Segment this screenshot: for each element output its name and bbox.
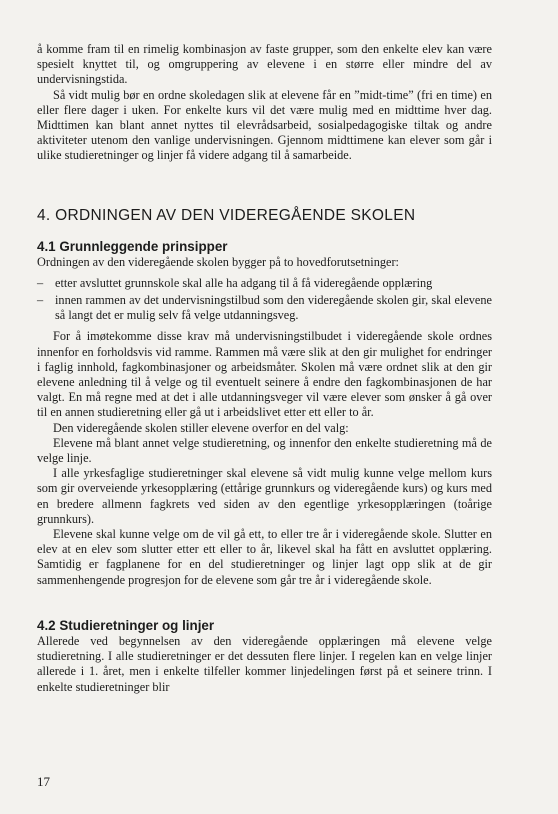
section-4-1-paragraph-4: I alle yrkesfaglige studieretninger skal elevene så vidt mulig kunne velge mellom kurs som gir overveiende yrkesopplæring (ettårige grunnkurs og videregående kurs) og kurs med en bredere allmenn fagkrets ved siden av den egentlige yrkesopplæringen (toårige grunnkurs). [37, 466, 492, 526]
list-item: – etter avsluttet grunnskole skal alle ha adgang til å få videregående opplæring [37, 276, 492, 291]
intro-paragraph-2: Så vidt mulig bør en ordne skoledagen slik at elevene får en ”midt-time” (fri en time) en eller flere dager i uken. For enkelte kurs vil det være mulig med en midttime hver dag. Midttimen kan blant annet nyttes til elevrådsarbeid, sosialpedagogiske tiltak og andre aktiviteter utenom den vanlige undervisningen. Gjennom midttimene kan elever som går i ulike studieretninger og linjer få videre adgang til å samarbeide. [37, 87, 492, 163]
list-item: – innen rammen av det undervisningstilbud som den videregående skolen gir, skal elevene så langt det er mulig selv få velge utdanningsveg. [37, 293, 492, 323]
section-4-1-paragraph-2: Den videregående skolen stiller elevene overfor en del valg: [53, 420, 349, 435]
prerequisite-list [37, 276, 492, 324]
section-4-1-lead: Ordningen av den videregående skolen bygger på to hovedforutsetninger: [37, 254, 399, 269]
section-heading-4-1: 4.1 Grunnleggende prinsipper [37, 238, 228, 254]
page-number: 17 [37, 774, 50, 789]
chapter-title: 4. ORDNINGEN AV DEN VIDEREGÅENDE SKOLEN [37, 206, 416, 224]
section-4-2-paragraph-1: Allerede ved begynnelsen av den videregående opplæringen må elevene velge studieretning. I alle studieretninger er det dessuten flere linjer. I regelen kan en velge linjer allerede i 1. året, men i enkelte tilfeller kommer linjedelingen først på et seinere trinn. I enkelte studieretninger blir [37, 633, 492, 694]
section-4-1-paragraph-1: For å imøtekomme disse krav må undervisningstilbudet i videregående skole ordnes innenfor en forholdsvis vid ramme. Rammen må være slik at den gir mulighet for endringer i faglig innhold, fagkombinasjoner og arbeidsmåter. Skolen må være ordnet slik at den gir elevene anledning til å velge og til eventuelt seinere å endre den fagkombinasjonen de har valgt. En må regne med at det i alle utdanningsveger vil være elever som ønsker å gå over til en annen studieretning eller gå ut i arbeidslivet etter ett eller to år. [37, 329, 492, 420]
document-page [37, 42, 492, 695]
intro-paragraph-1: å komme fram til en rimelig kombinasjon av faste grupper, som den enkelte elev kan være spesielt knyttet til, og omgruppering av elevene i en større eller mindre del av undervisningstida. [37, 42, 492, 87]
section-4-1-paragraph-5: Elevene skal kunne velge om de vil gå ett, to eller tre år i videregående skole. Slutter en elev at en elev som slutter etter ett eller to år, likevel skal ha fått en avsluttet opplæring. Samtidig er fagplanene for en del studieretninger og linjer lagt opp slik at de gir sammenhengende progresjon for de elevene som går tre år i videregående skole. [37, 527, 492, 587]
section-4-1-paragraph-3: Elevene må blant annet velge studieretning, og innenfor den enkelte studieretning må de velge linje. [37, 435, 492, 466]
section-heading-4-2: 4.2 Studieretninger og linjer [37, 617, 215, 633]
